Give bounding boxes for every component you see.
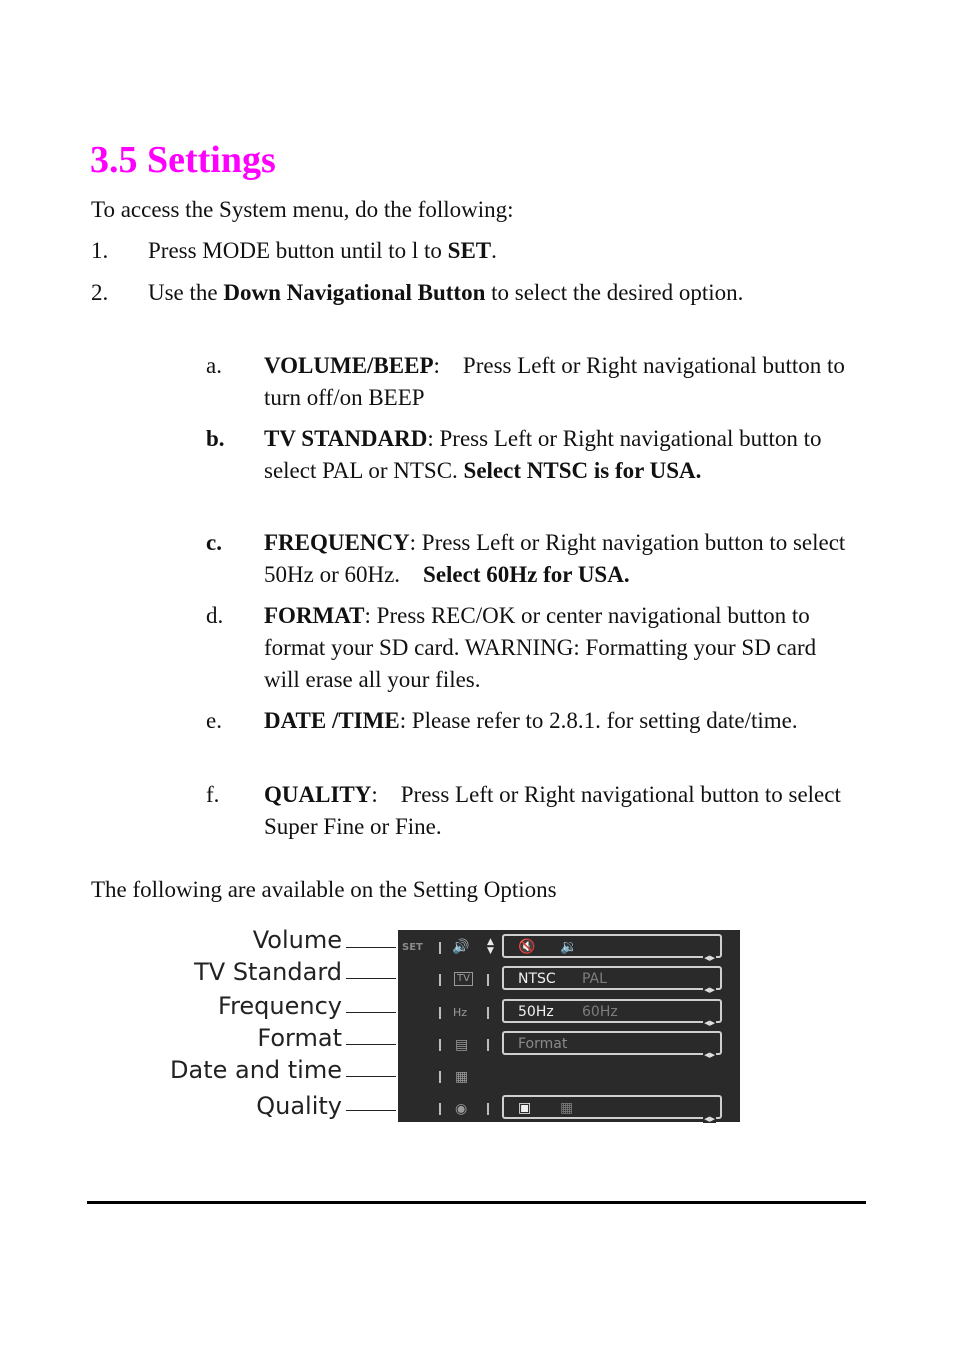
- option-text: DATE /TIME: Please refer to 2.8.1. for setting date/time.: [264, 708, 798, 733]
- intro-text: To access the System menu, do the following:: [91, 197, 514, 222]
- option-text: TV STANDARD: Press Left or Right navigational button to select PAL or NTSC. Select NTSC is for USA.: [264, 426, 822, 483]
- option-letter: e.: [206, 708, 222, 733]
- frequency-option-box[interactable]: [502, 999, 722, 1027]
- left-right-arrows-icon: ◀▶: [704, 954, 715, 962]
- tv-standard-option-box[interactable]: [502, 966, 722, 994]
- separator: [439, 1071, 441, 1083]
- option-letter: c.: [206, 530, 222, 555]
- label-quality: Quality: [256, 1092, 342, 1120]
- datetime-icon: ▦: [455, 1069, 469, 1085]
- set-mode-tag: SET: [402, 942, 423, 953]
- quality-option-box[interactable]: [502, 1095, 722, 1123]
- separator: [487, 974, 489, 986]
- separator: [439, 1039, 441, 1051]
- format-option: Format: [518, 1036, 568, 1052]
- leader-line: [346, 947, 396, 948]
- section-title: 3.5 Settings: [90, 139, 276, 181]
- leader-line: [346, 1044, 396, 1045]
- super-fine-icon: ▣: [518, 1100, 532, 1116]
- separator: [439, 974, 441, 986]
- option-letter: b.: [206, 426, 225, 451]
- step-text: Use the Down Navigational Button to select the desired option.: [148, 280, 744, 305]
- sound-on-icon: 🔉: [560, 939, 578, 955]
- label-volume: Volume: [252, 926, 342, 954]
- setting-options-caption: The following are available on the Setting Options: [91, 877, 557, 902]
- label-frequency: Frequency: [218, 992, 342, 1020]
- left-right-arrows-icon: ◀▶: [704, 986, 715, 994]
- step-text: Press MODE button until to l to SET.: [148, 238, 497, 263]
- speaker-icon: 🔊: [452, 939, 470, 955]
- pal-option: PAL: [582, 971, 607, 987]
- option-letter: f.: [206, 782, 220, 807]
- settings-menu-diagram: [170, 926, 750, 1131]
- camera-settings-screen: [398, 930, 740, 1122]
- separator: [487, 1039, 489, 1051]
- diagram-labels: [170, 926, 398, 1131]
- mute-icon: 🔇: [518, 939, 536, 955]
- leader-line: [346, 1012, 396, 1013]
- ntsc-option: NTSC: [518, 971, 556, 987]
- option-letter: d.: [206, 603, 224, 628]
- volume-option-box[interactable]: [502, 934, 722, 962]
- separator: [439, 942, 441, 954]
- step-number: 2.: [91, 280, 109, 305]
- leader-line: [346, 1076, 396, 1077]
- left-right-arrows-icon: ◀▶: [704, 1019, 715, 1027]
- up-down-arrows-icon: ▲ ▼: [487, 937, 494, 956]
- option-text: FREQUENCY: Press Left or Right navigation button to select 50Hz or 60Hz. Select 60Hz for USA.: [264, 530, 846, 587]
- leader-line: [346, 1110, 396, 1111]
- label-format: Format: [257, 1024, 342, 1052]
- separator: [439, 1103, 441, 1115]
- 50hz-option: 50Hz: [518, 1004, 554, 1020]
- separator: [439, 1007, 441, 1019]
- option-text: FORMAT: Press REC/OK or center navigational button to format your SD card. WARNING: Formatting your SD card will erase all your files.: [264, 603, 817, 692]
- quality-icon: ◉: [455, 1101, 468, 1117]
- option-text: QUALITY: Press Left or Right navigational button to select Super Fine or Fine.: [264, 782, 841, 839]
- separator: [487, 1103, 489, 1115]
- format-icon: ▤: [455, 1037, 469, 1053]
- option-letter: a.: [206, 353, 222, 378]
- hz-icon: Hz: [453, 1006, 468, 1019]
- label-tv-standard: TV Standard: [194, 958, 342, 986]
- separator: [487, 1007, 489, 1019]
- fine-icon: ▦: [560, 1100, 574, 1116]
- format-option-box[interactable]: [502, 1031, 722, 1059]
- left-right-arrows-icon: ◀▶: [704, 1115, 715, 1123]
- step-number: 1.: [91, 238, 109, 263]
- footer-rule: [87, 1201, 866, 1204]
- tv-icon: TV: [454, 972, 473, 986]
- option-text: VOLUME/BEEP: Press Left or Right navigational button to turn off/on BEEP: [264, 353, 845, 410]
- 60hz-option: 60Hz: [582, 1004, 618, 1020]
- leader-line: [346, 978, 396, 979]
- left-right-arrows-icon: ◀▶: [704, 1051, 715, 1059]
- label-date-time: Date and time: [170, 1056, 342, 1084]
